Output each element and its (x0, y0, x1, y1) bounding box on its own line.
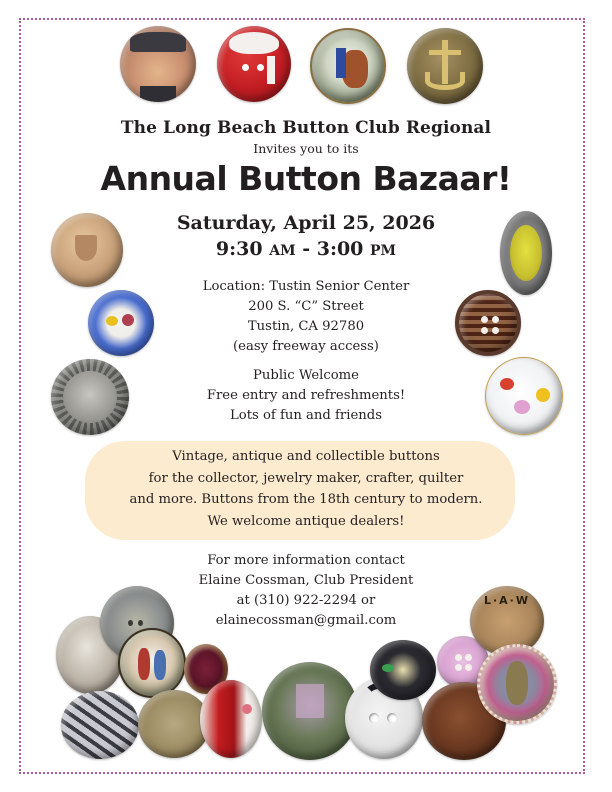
brass-anchor-button-image (407, 28, 483, 104)
sailor-portrait-button-image (120, 26, 196, 102)
end-time: 3:00 (316, 238, 364, 260)
highlight-line-3: and more. Buttons from the 18th century to modern. (129, 492, 483, 507)
event-title: Annual Button Bazaar! (100, 159, 512, 198)
free-entry: Free entry and refreshments! (206, 388, 406, 403)
contact-email[interactable]: elainecossman@gmail.com (215, 613, 397, 628)
end-meridiem: PM (370, 243, 397, 259)
highlight-text (0, 446, 612, 532)
contact-intro: For more information contact (207, 553, 405, 568)
club-name: The Long Beach Button Club Regional (120, 118, 492, 138)
invites-line: Invites you to its (253, 141, 359, 156)
highlight-line-2: for the collector, jewelry maker, crafter, quilter (148, 470, 464, 486)
law-text: L·A·W (483, 594, 530, 607)
penguin-jeweled-button-image (477, 644, 557, 724)
brass-tree-button-image (138, 690, 210, 758)
location-street: 200 S. “C” Street (248, 299, 364, 314)
highlight-line-4: We welcome antique dealers! (207, 513, 405, 529)
location-venue: Location: Tustin Senior Center (202, 279, 410, 294)
highlight-line-1: Vintage, antique and collectible buttons (172, 449, 440, 464)
painted-couple-enamel-button-image (118, 628, 186, 698)
blue-enamel-birds-button-image (88, 290, 154, 356)
gingham-four-hole-button-image (455, 290, 521, 356)
silver-rooster-button-image (51, 359, 129, 435)
location-note: (easy freeway access) (233, 339, 379, 354)
location-city: Tustin, CA 92780 (247, 319, 365, 334)
duck-picture-button-image (370, 640, 436, 700)
fun-friends: Lots of fun and friends (230, 408, 382, 423)
red-gold-floral-porcelain-button-image (200, 680, 262, 758)
contact-name: Elaine Cossman, Club President (198, 573, 414, 588)
cutwork-silver-button-image (61, 691, 139, 759)
start-meridiem: AM (269, 243, 296, 259)
yellow-oval-jeweled-button-image (500, 211, 552, 295)
event-date: Saturday, April 25, 2026 (176, 212, 436, 234)
abalone-castle-button-image (262, 662, 358, 760)
contact-phone: at (310) 922-2294 or (236, 593, 376, 608)
public-welcome: Public Welcome (253, 368, 359, 383)
floral-porcelain-button-image (485, 357, 563, 435)
brass-eagle-button-image (51, 213, 123, 287)
time-separator: - (295, 238, 317, 260)
start-time: 9:30 (215, 238, 263, 260)
red-cutout-button-image (217, 26, 291, 102)
hunter-horse-painted-button-image (310, 28, 386, 104)
